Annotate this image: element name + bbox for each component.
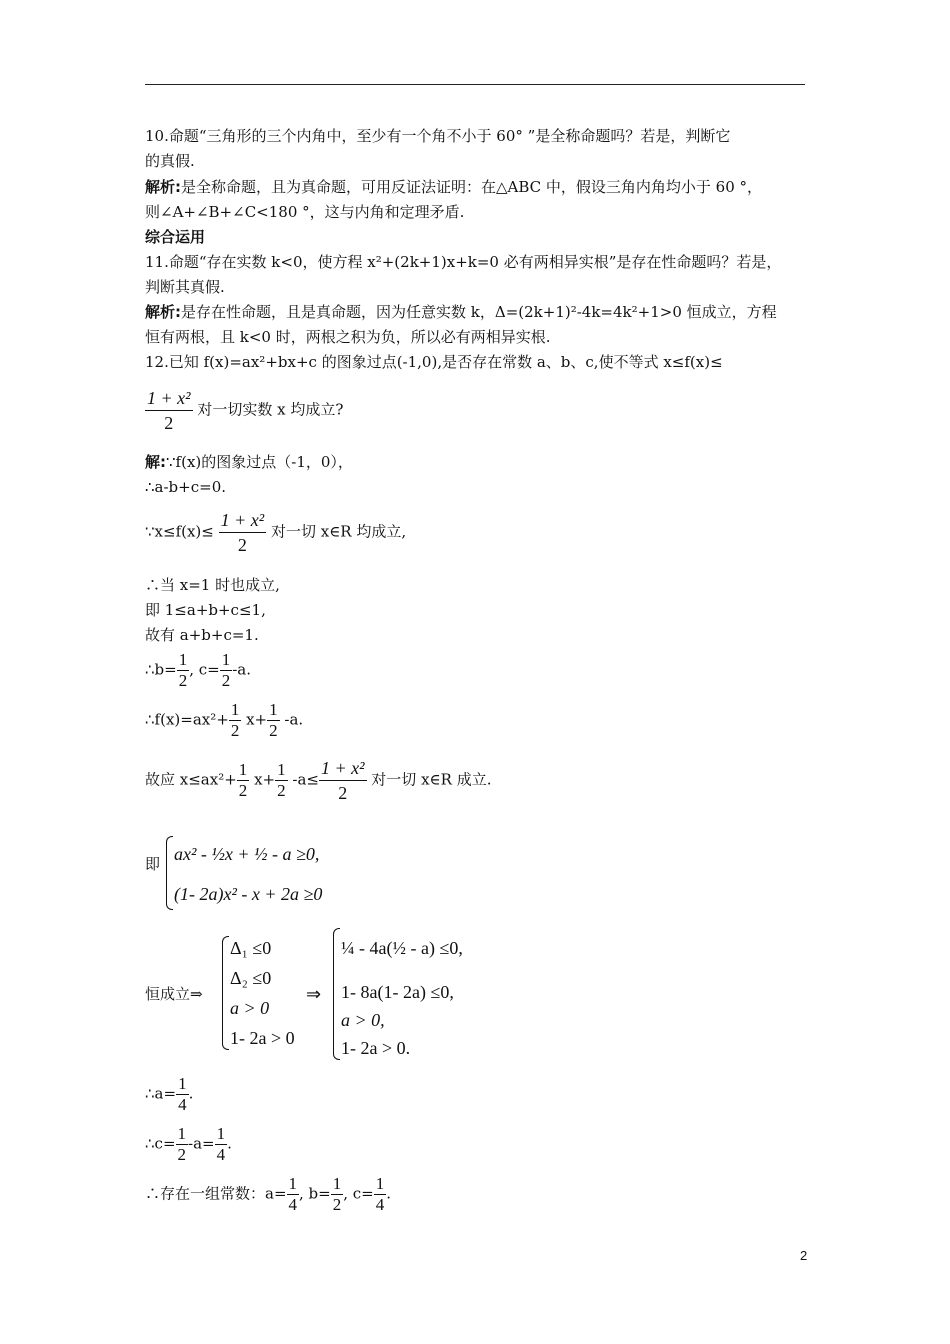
solution-line8: ∴f(x)=ax²+ $\frac{1}{2}$ x+ $\frac{1}{2}$ -a. (145, 700, 304, 740)
system2-row3: a > 0 (230, 998, 270, 1018)
solution-line6: 故有 a+b+c=1. (145, 626, 259, 644)
solution-line2: ∴a-b+c=0. (145, 478, 227, 496)
q10-line1: 10.命题“三角形的三个内角中，至少有一个角不小于 60° ”是全称命题吗？若是，判断它 (145, 127, 731, 145)
fraction: $\frac{\text{1 + x²}}{2}$ (147, 388, 191, 433)
solution-line1: 解:∵f(x)的图象过点（-1，0）， (145, 453, 353, 471)
q11-answer-line1 (145, 302, 777, 322)
solution-line14: ∴存在一组常数：a= $\frac{1}{4}$ , b= $\frac{1}{2}$ , c= $\frac{1}{4}$ . (145, 1174, 392, 1214)
system2-row4: 1- 2a > 0 (230, 1028, 295, 1048)
q11-line1: 11.命题“存在实数 k<0，使方程 x²+(2k+1)x+k=0 必有两相异实根”是存在性命题吗？若是， (145, 253, 782, 271)
fraction-half: $\frac{1}{2}$ (277, 760, 286, 800)
solution-line3: ∵x≤f(x)≤ $\frac{\text{1 + x²}}{2}$ 对一切 x∈R 均成立, (145, 510, 407, 555)
system1-row1: ax² - ½x + ½ - a ≥0, (174, 844, 320, 864)
implies-arrow: ⇒ (306, 984, 322, 1004)
system3-row1: ¼ - 4a(½ - a) ≤0, (341, 938, 463, 958)
solution-label: 解: (145, 453, 166, 471)
solution-line13: ∴c= $\frac{1}{2}$ -a= $\frac{1}{4}$ . (145, 1124, 232, 1164)
solution-line9: 故应 x≤ax²+ $\frac{1}{2}$ x+ $\frac{1}{2}$ -a≤ $\frac{\text{1 + x²}}{2}$ 对一切 x∈R 成立. (145, 758, 492, 803)
q12-line2 (145, 386, 343, 435)
left-brace (333, 928, 340, 1060)
answer-text: 是全称命题，且为真命题，可用反证法证明：在△ABC 中，假设三角内角均小于 60 °， (181, 178, 763, 196)
system3-row4: 1- 2a > 0. (341, 1038, 411, 1058)
left-brace (222, 936, 229, 1050)
solution-line7: ∴b= $\frac{1}{2}$ , c= $\frac{1}{2}$ -a. (145, 650, 252, 690)
answer-text: 是存在性命题，且是真命题，因为任意实数 k，Δ=(2k+1)²-4k=4k²+1>0 恒成立，方程 (181, 303, 777, 321)
fraction-half: $\frac{1}{2}$ (178, 650, 188, 690)
page-number: 2 (800, 1248, 808, 1263)
fraction-quarter: $\frac{1}{4}$ (216, 1124, 226, 1164)
answer-label: 解析: (145, 178, 181, 196)
answer-label: 解析: (145, 303, 181, 321)
fraction-quarter: $\frac{1}{4}$ (288, 1174, 298, 1214)
fraction: $\frac{\text{1 + x²}}{2}$ (220, 510, 265, 555)
q12-line2-text: 对一切实数 x 均成立? (197, 400, 344, 419)
system2-row1: Δ₁ ≤0 (230, 938, 272, 958)
section-heading: 综合运用 (145, 228, 206, 246)
fraction-half: $\frac{1}{2}$ (332, 1174, 342, 1214)
fraction-half: $\frac{1}{2}$ (238, 760, 248, 800)
fraction-quarter: $\frac{1}{4}$ (178, 1074, 187, 1114)
fraction-half: $\frac{1}{2}$ (269, 700, 278, 740)
fraction-half: $\frac{1}{2}$ (177, 1124, 187, 1164)
fraction-half: $\frac{1}{2}$ (221, 650, 231, 690)
solution-line5: 即 1≤a+b+c≤1, (145, 601, 266, 619)
fraction-quarter: $\frac{1}{4}$ (375, 1174, 385, 1214)
system2-row2: Δ₂ ≤0 (230, 968, 272, 988)
solution-line11-label: 恒成立⇒ (145, 985, 203, 1003)
header-rule (145, 84, 805, 85)
fraction-half: $\frac{1}{2}$ (230, 700, 240, 740)
fraction: $\frac{\text{1 + x²}}{2}$ (320, 758, 365, 803)
system1-row2: (1- 2a)x² - x + 2a ≥0 (174, 884, 323, 904)
solution-line4: ∴当 x=1 时也成立, (145, 576, 280, 594)
q11-line2: 判断其真假. (145, 278, 225, 296)
q12-line1: 12.已知 f(x)=ax²+bx+c 的图象过点(-1,0),是否存在常数 a、b、c,使不等式 x≤f(x)≤ (145, 353, 723, 371)
q11-answer-line2: 恒有两根，且 k<0 时，两根之积为负，所以必有两相异实根. (145, 328, 551, 346)
q10-line2: 的真假. (145, 152, 195, 170)
q10-answer-line2: 则∠A+∠B+∠C<180 °，这与内角和定理矛盾. (145, 203, 465, 221)
system3-row2: 1- 8a(1- 2a) ≤0, (341, 982, 454, 1002)
left-brace (166, 836, 173, 910)
system3-row3: a > 0, (341, 1010, 385, 1030)
q10-answer-line1 (145, 177, 762, 197)
solution-line10-label: 即 (145, 855, 161, 873)
solution-line12: ∴a= $\frac{1}{4}$ . (145, 1074, 194, 1114)
